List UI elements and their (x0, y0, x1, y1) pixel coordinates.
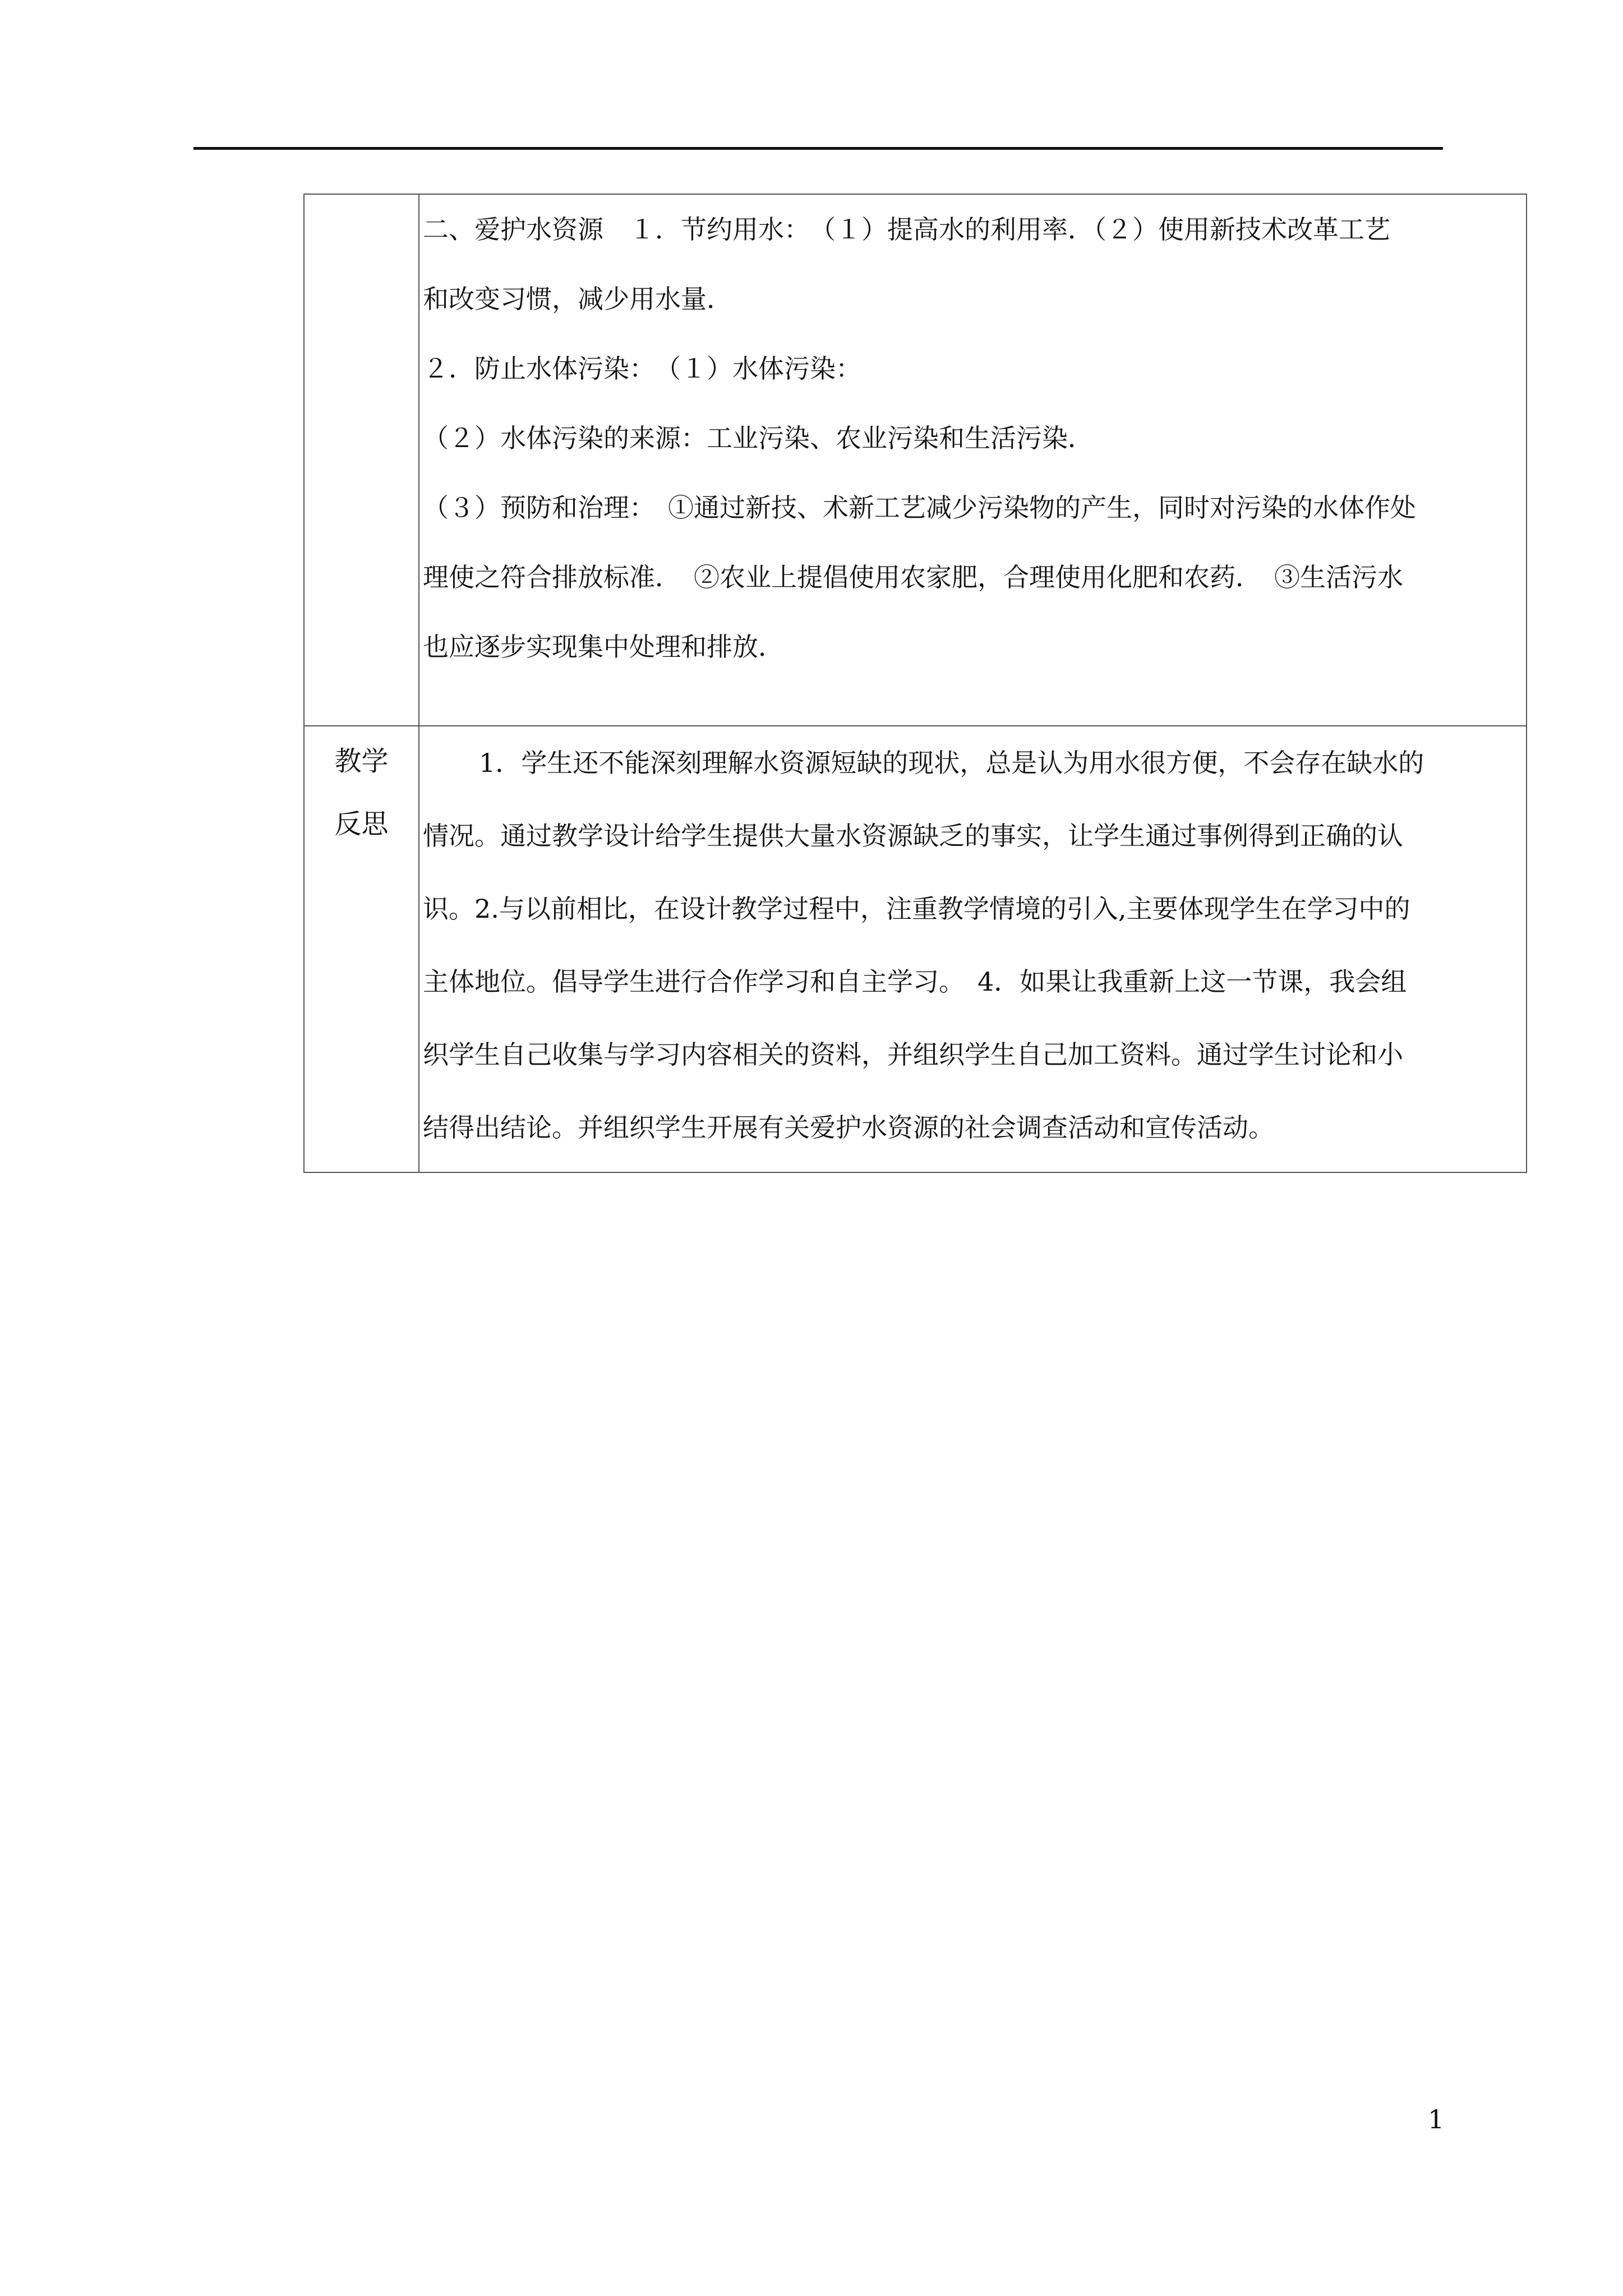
content-line: ２．防止水体污染： （１）水体污染： (423, 353, 861, 384)
reflection-label-cell (304, 726, 419, 1172)
page-number: 1 (1428, 2104, 1445, 2134)
water-protection-content-cell (419, 194, 1527, 726)
reflection-label-line2: 反思 (334, 808, 389, 840)
reflection-line: 主体地位。倡导学生进行合作学习和自主学习。 4．如果让我重新上这一节课，我会组 (423, 967, 1407, 997)
reflection-line: 织学生自己收集与学习内容相关的资料，并组织学生自己加工资料。通过学生讨论和小 (423, 1039, 1403, 1070)
reflection-line: 1．学生还不能深刻理解水资源短缺的现状，总是认为用水很方便，不会存在缺水的 (479, 748, 1424, 778)
reflection-line: 情况。通过教学设计给学生提供大量水资源缺乏的事实，让学生通过事例得到正确的认 (423, 821, 1403, 851)
reflection-label-line1: 教学 (334, 746, 389, 777)
content-line: 和改变习惯，减少用水量． (423, 284, 732, 314)
reflection-content-cell (419, 726, 1527, 1172)
content-line: 也应逐步实现集中处理和排放． (423, 632, 784, 662)
content-line: （３）预防和治理： ①通过新技、术新工艺减少污染物的产生，同时对污染的水体作处 (423, 493, 1416, 523)
reflection-line: 识。2.与以前相比，在设计教学过程中，注重教学情境的引入,主要体现学生在学习中的 (423, 894, 1410, 924)
table-row-water-protection (304, 194, 1527, 726)
empty-label-cell (304, 194, 419, 726)
header-rule (193, 147, 1443, 150)
reflection-line: 结得出结论。并组织学生开展有关爱护水资源的社会调查活动和宣传活动。 (423, 1112, 1274, 1143)
content-line: 二、爱护水资源 １．节约用水： （１）提高水的利用率．（２）使用新技术改革工艺 (423, 214, 1390, 245)
content-line: 理使之符合排放标准． ②农业上提倡使用农家肥，合理使用化肥和农药． ③生活污水 (423, 562, 1403, 592)
lesson-plan-table (303, 194, 1527, 1173)
table-row-teaching-reflection (304, 726, 1527, 1172)
content-line: （２）水体污染的来源：工业污染、农业污染和生活污染． (423, 423, 1094, 453)
